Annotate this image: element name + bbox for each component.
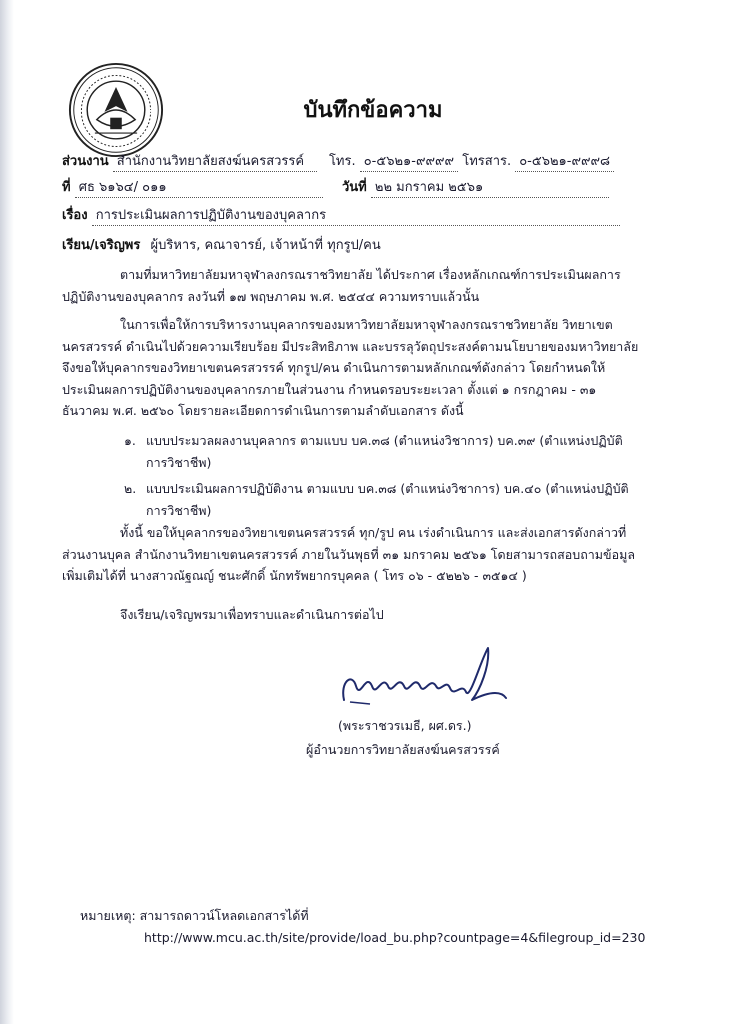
signatory-name: (พระราชวรเมธี, ผศ.ดร.) [338, 718, 472, 733]
department-value: สำนักงานวิทยาลัยสงฆ์นครสวรรค์ [113, 150, 317, 172]
list-item-number: ๑. [124, 433, 136, 448]
date-label: วันที่ [342, 180, 367, 195]
list-item-number: ๒. [124, 481, 137, 496]
subject-value: การประเมินผลการปฏิบัติงานของบุคลากร [92, 204, 620, 226]
recipient-value: ผู้บริหาร, คณาจารย์, เจ้าหน้าที่ ทุกรูป/คน [150, 238, 381, 253]
download-link[interactable]: http://www.mcu.ac.th/site/provide/load_bu.php?countpage=4&filegroup_id=230 [144, 930, 646, 945]
body-paragraph-2: ในการเพื่อให้การบริหารงานบุคลากรของมหาวิทยาลัยมหาจุฬาลงกรณราชวิทยาลัย วิทยาเขตนครสวรรค์ ดำเนินไปด้วยความเรียบร้อย มีประสิทธิภาพ และบรรลุวัตถุประสงค์ตามนโยบายของมหาวิทยาลัย จึงขอให้บุคลากรของวิทยาเขตนครสวรรค์ ทุกรูป/คน ดำเนินการตามหลักเกณฑ์ดังกล่าว โดยกำหนดให้ประเมินผลการปฏิบัติงานของบุคลากรภายในส่วนงาน กำหนดรอบระยะเวลา ตั้งแต่ ๑ กรกฎาคม - ๓๑ ธันวาคม พ.ศ. ๒๕๖๐ โดยรายละเอียดการดำเนินการตามลำดับเอกสาร ดังนี้ [62, 317, 639, 418]
reference-row [62, 176, 323, 198]
phone-label: โทร. [328, 154, 356, 169]
reference-label: ที่ [62, 180, 71, 195]
date-value: ๒๒ มกราคม ๒๕๖๑ [371, 176, 609, 198]
footer-note: หมายเหตุ: สามารถดาวน์โหลดเอกสารได้ที่ [80, 908, 309, 923]
department-label: ส่วนงาน [62, 154, 109, 169]
phone-value: ๐-๕๖๒๑-๙๙๙๙ [360, 150, 458, 172]
list-item-text: แบบประมวลผลงานบุคลากร ตามแบบ บค.๓๘ (ตำแหน่งวิชาการ) บค.๓๙ (ตำแหน่งปฏิบัติการวิชาชีพ) [146, 433, 623, 470]
fax-value: ๐-๕๖๒๑-๙๙๙๘ [515, 150, 614, 172]
list-item-text: แบบประเมินผลการปฏิบัติงาน ตามแบบ บค.๓๘ (ตำแหน่งวิชาการ) บค.๔๐ (ตำแหน่งปฏิบัติการวิชาชีพ) [146, 481, 629, 518]
body-paragraph-1: ตามที่มหาวิทยาลัยมหาจุฬาลงกรณราชวิทยาลัย ได้ประกาศ เรื่องหลักเกณฑ์การประเมินผลการปฏิบัติงานของบุคลากร ลงวันที่ ๑๗ พฤษภาคม พ.ศ. ๒๕๔๔ ความทราบแล้วนั้น [62, 267, 621, 304]
date-row [342, 176, 609, 198]
recipient-row [62, 234, 381, 255]
reference-value: ศธ ๖๑๖๔/ ๐๑๑ [75, 176, 323, 198]
signatory-position: ผู้อำนวยการวิทยาลัยสงฆ์นครสวรรค์ [306, 742, 500, 757]
body-paragraph-4: จึงเรียน/เจริญพรมาเพื่อทราบและดำเนินการต่อไป [120, 607, 384, 622]
page-edge-shadow [0, 0, 14, 1024]
body-paragraph-3: ทั้งนี้ ขอให้บุคลากรของวิทยาเขตนครสวรรค์ ทุก/รูป คน เร่งดำเนินการ และส่งเอกสารดังกล่าวที่ส่วนงานบุคล สำนักงานวิทยาเขตนครสวรรค์ ภายในวันพุธที่ ๓๑ มกราคม ๒๕๖๑ โดยสามารถสอบถามข้อมูลเพิ่มเติมได้ที่ นางสาวณัฐณญ์ ชนะศักดิ์ นักทรัพยากรบุคคล ( โทร ๐๖ - ๕๒๒๖ - ๓๕๑๔ ) [62, 525, 635, 583]
memo-title: บันทึกข้อความ [303, 98, 443, 123]
fax-label: โทรสาร. [462, 154, 512, 169]
subject-label: เรื่อง [62, 208, 88, 223]
department-row [62, 150, 614, 172]
subject-row [62, 204, 620, 226]
handwritten-signature [330, 642, 510, 714]
recipient-label: เรียน/เจริญพร [62, 238, 141, 253]
